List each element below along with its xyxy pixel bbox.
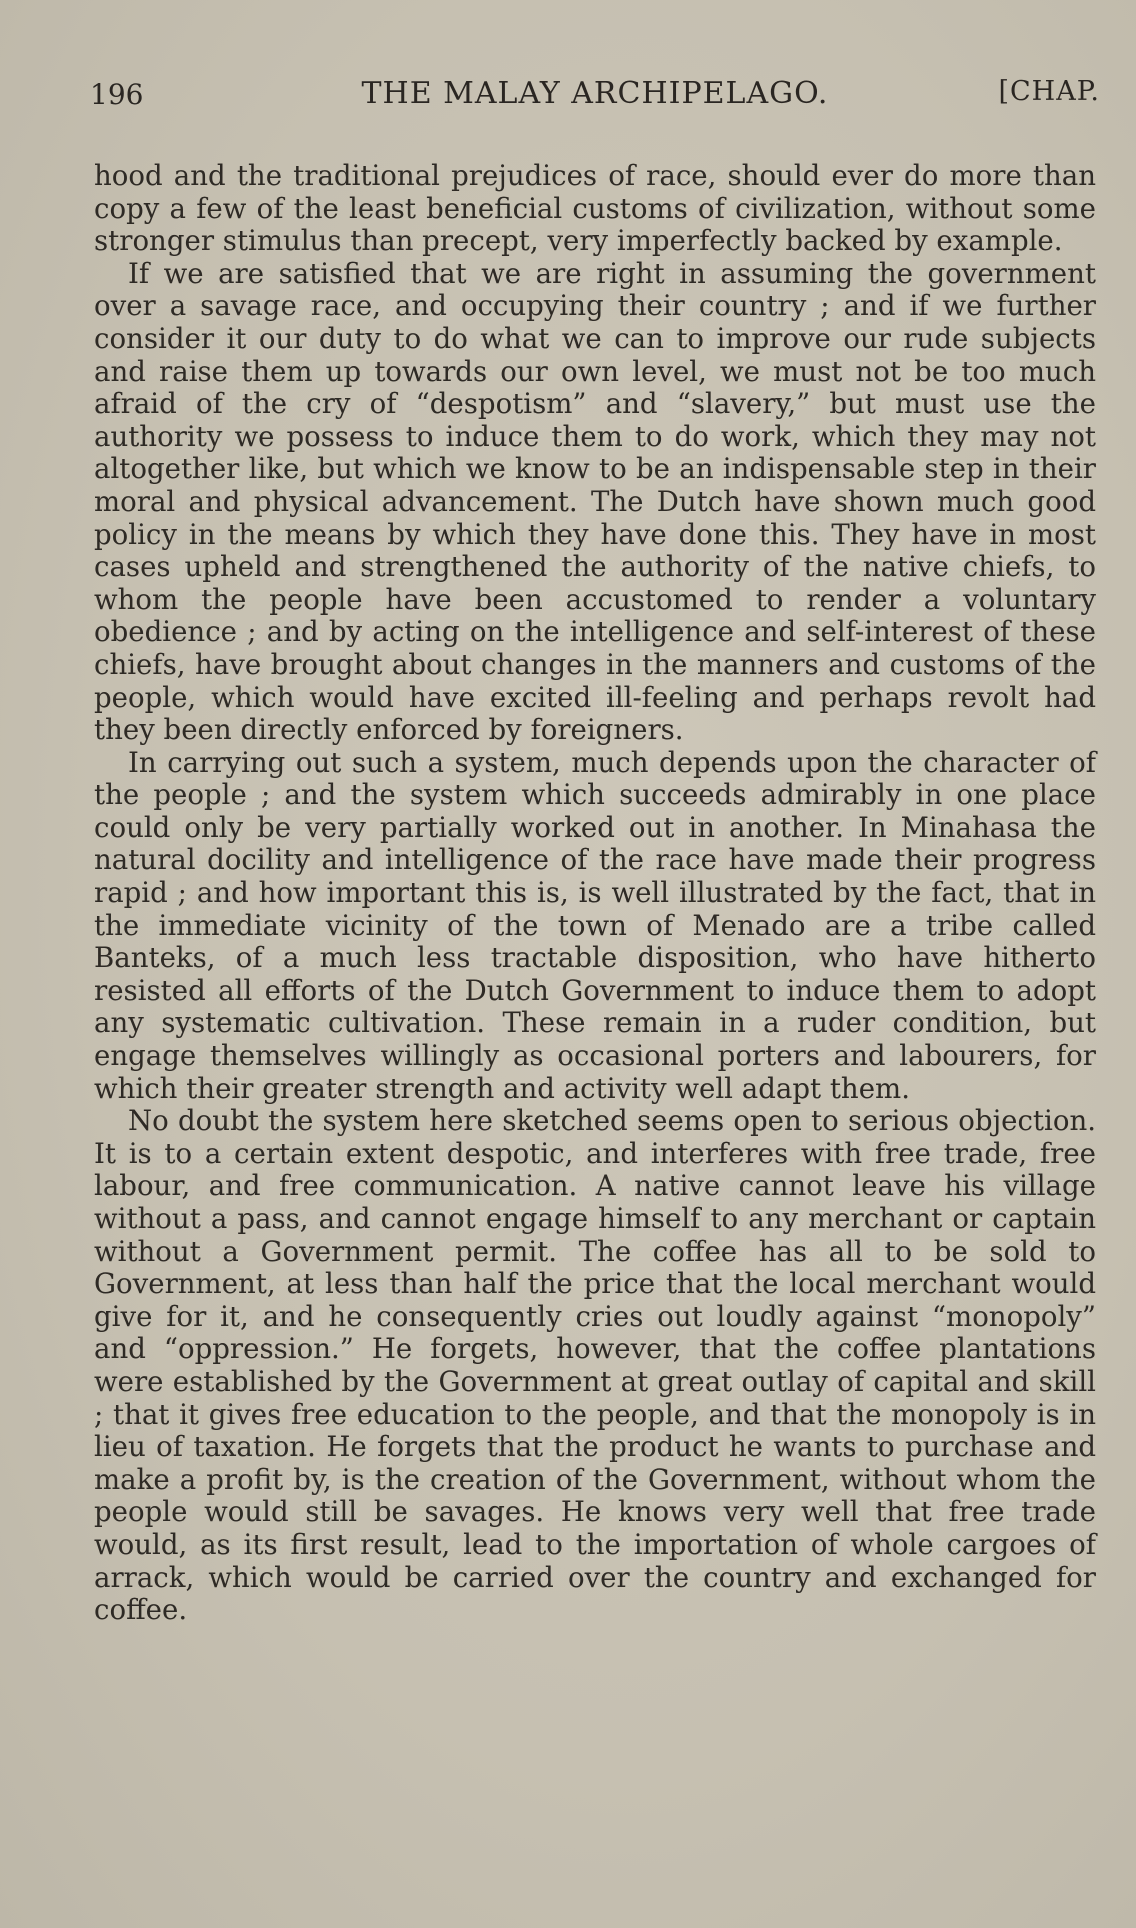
chapter-tag: [CHAP. (998, 76, 1100, 107)
page-number: 196 (90, 78, 144, 111)
paragraph-minahasa: In carrying out such a system, much depends upon the character of the people ; and the system which succeeds admirably in one place could only be very partially worked out in another. In Minahasa the natural docility and intelligence of the race have made their progress rapid ; and how important this is, is well illustrated by the fact, that in the immediate vicinity of the town of Menado are a tribe called Banteks, of a much less tractable disposition, who have hitherto resisted all efforts of the Dutch Government to induce them to adopt any systematic cultivation. These remain in a ruder condition, but engage themselves willingly as occasional porters and labourers, for which their greater strength and activity well adapt them. (94, 745, 1096, 1105)
paragraph-continued: hood and the traditional prejudices of race, should ever do more than copy a few of the least beneficial customs of civilization, without some stronger stimulus than precept, very imperfectly backed by example. (94, 159, 1096, 258)
body-text (94, 160, 1096, 1627)
page-header (90, 70, 1100, 120)
paragraph-dutch-government: If we are satisfied that we are right in assuming the government over a savage race, and occupying their country ; and if we further consider it our duty to do what we can to improve our rude subjects and raise them up towards our own level, we must not be too much afraid of the cry of “despotism” and “slavery,” but must use the authority we possess to induce them to do work, which they may not altogether like, but which we know to be an indispensable step in their moral and physical advancement. The Dutch have shown much good policy in the means by which they have done this. They have in most cases upheld and strengthened the authority of the native chiefs, to whom the people have been accustomed to render a voluntary obedience ; and by acting on the intelligence and self-interest of these chiefs, have brought about changes in the manners and customs of the people, which would have excited ill-feeling and perhaps revolt had they been directly enforced by foreigners. (94, 256, 1096, 747)
paragraph-objection: No doubt the system here sketched seems open to serious objection. It is to a certain extent despotic, and interferes with free trade, free labour, and free communication. A native cannot leave his village without a pass, and cannot engage himself to any merchant or captain without a Government permit. The coffee has all to be sold to Government, at less than half the price that the local merchant would give for it, and he consequently cries out loudly against “monopoly” and “oppression.” He forgets, however, that the coffee plantations were established by the Government at great outlay of capital and skill ; that it gives free education to the people, and that the monopoly is in lieu of taxation. He forgets that the product he wants to purchase and make a profit by, is the creation of the Government, without whom the people would still be savages. He knows very well that free trade would, as its first result, lead to the importation of whole cargoes of arrack, which would be carried over the country and exchanged for coffee. (94, 1104, 1096, 1627)
running-title: THE MALAY ARCHIPELAGO. (361, 76, 829, 111)
